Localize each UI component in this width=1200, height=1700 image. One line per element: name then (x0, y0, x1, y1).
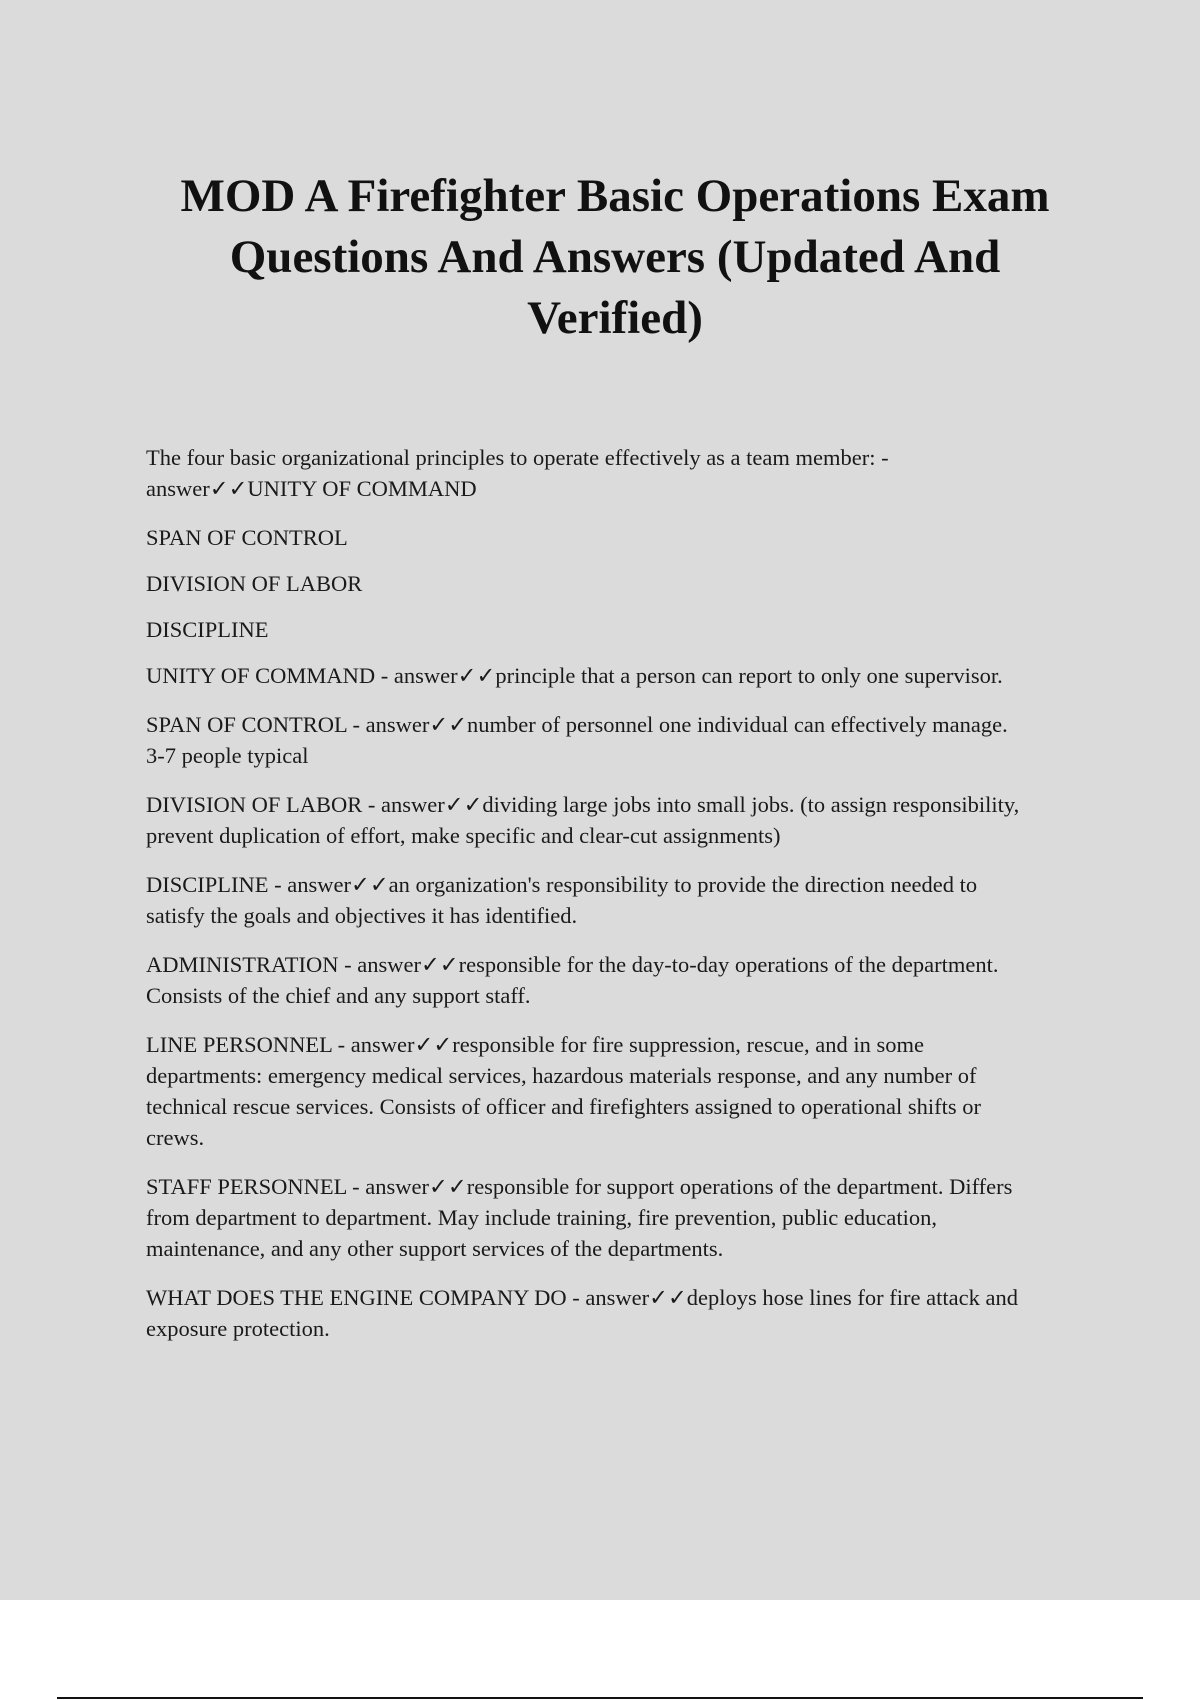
qa-paragraph (146, 789, 1096, 851)
document-title (140, 166, 1090, 349)
qa-paragraph (146, 1171, 1096, 1264)
qa-paragraph (146, 709, 1096, 771)
qa-paragraph (146, 568, 1096, 599)
paragraph-line: departments: emergency medical services, hazardous materials response, and any number of (146, 1063, 977, 1088)
paragraph-line: SPAN OF CONTROL - answer✓✓number of personnel one individual can effectively manage. (146, 712, 1008, 737)
paragraph-line: prevent duplication of effort, make specific and clear-cut assignments) (146, 823, 781, 848)
paragraph-line: ADMINISTRATION - answer✓✓responsible for the day-to-day operations of the department. (146, 952, 999, 977)
qa-paragraph (146, 442, 1096, 504)
paragraph-line: UNITY OF COMMAND - answer✓✓principle that a person can report to only one supervisor. (146, 663, 1003, 688)
qa-paragraph (146, 1029, 1096, 1153)
qa-paragraph (146, 660, 1096, 691)
paragraph-line: LINE PERSONNEL - answer✓✓responsible for fire suppression, rescue, and in some (146, 1032, 924, 1057)
paragraph-line: STAFF PERSONNEL - answer✓✓responsible for support operations of the department. Differs (146, 1174, 1013, 1199)
qa-paragraph (146, 949, 1096, 1011)
title-line: MOD A Firefighter Basic Operations Exam (180, 170, 1050, 222)
paragraph-line: DISCIPLINE - answer✓✓an organization's responsibility to provide the direction needed to (146, 872, 978, 897)
paragraph-line: maintenance, and any other support services of the departments. (146, 1236, 724, 1261)
paragraph-line: DIVISION OF LABOR - answer✓✓dividing large jobs into small jobs. (to assign responsibility, (146, 792, 1020, 817)
paragraph-line: crews. (146, 1125, 205, 1150)
paragraph-line: The four basic organizational principles to operate effectively as a team member: - (146, 445, 889, 470)
qa-paragraph (146, 522, 1096, 553)
document-body (146, 442, 1096, 1362)
qa-paragraph (146, 869, 1096, 931)
paragraph-line: from department to department. May include training, fire prevention, public education, (146, 1205, 937, 1230)
paragraph-line: DIVISION OF LABOR (146, 571, 363, 596)
paragraph-line: 3-7 people typical (146, 743, 309, 768)
title-line: Questions And Answers (Updated And (229, 231, 1001, 283)
paragraph-line: exposure protection. (146, 1316, 330, 1341)
paragraph-line: technical rescue services. Consists of officer and firefighters assigned to operational shifts or (146, 1094, 981, 1119)
footer-divider (57, 1697, 1143, 1699)
paragraph-line: WHAT DOES THE ENGINE COMPANY DO - answer✓✓deploys hose lines for fire attack and (146, 1285, 1018, 1310)
qa-paragraph (146, 1282, 1096, 1344)
paragraph-line: SPAN OF CONTROL (146, 525, 348, 550)
title-line: Verified) (527, 292, 703, 344)
paragraph-line: Consists of the chief and any support staff. (146, 983, 531, 1008)
qa-paragraph (146, 614, 1096, 645)
paragraph-line: satisfy the goals and objectives it has identified. (146, 903, 578, 928)
paragraph-line: DISCIPLINE (146, 617, 269, 642)
paragraph-line: answer✓✓UNITY OF COMMAND (146, 476, 477, 501)
